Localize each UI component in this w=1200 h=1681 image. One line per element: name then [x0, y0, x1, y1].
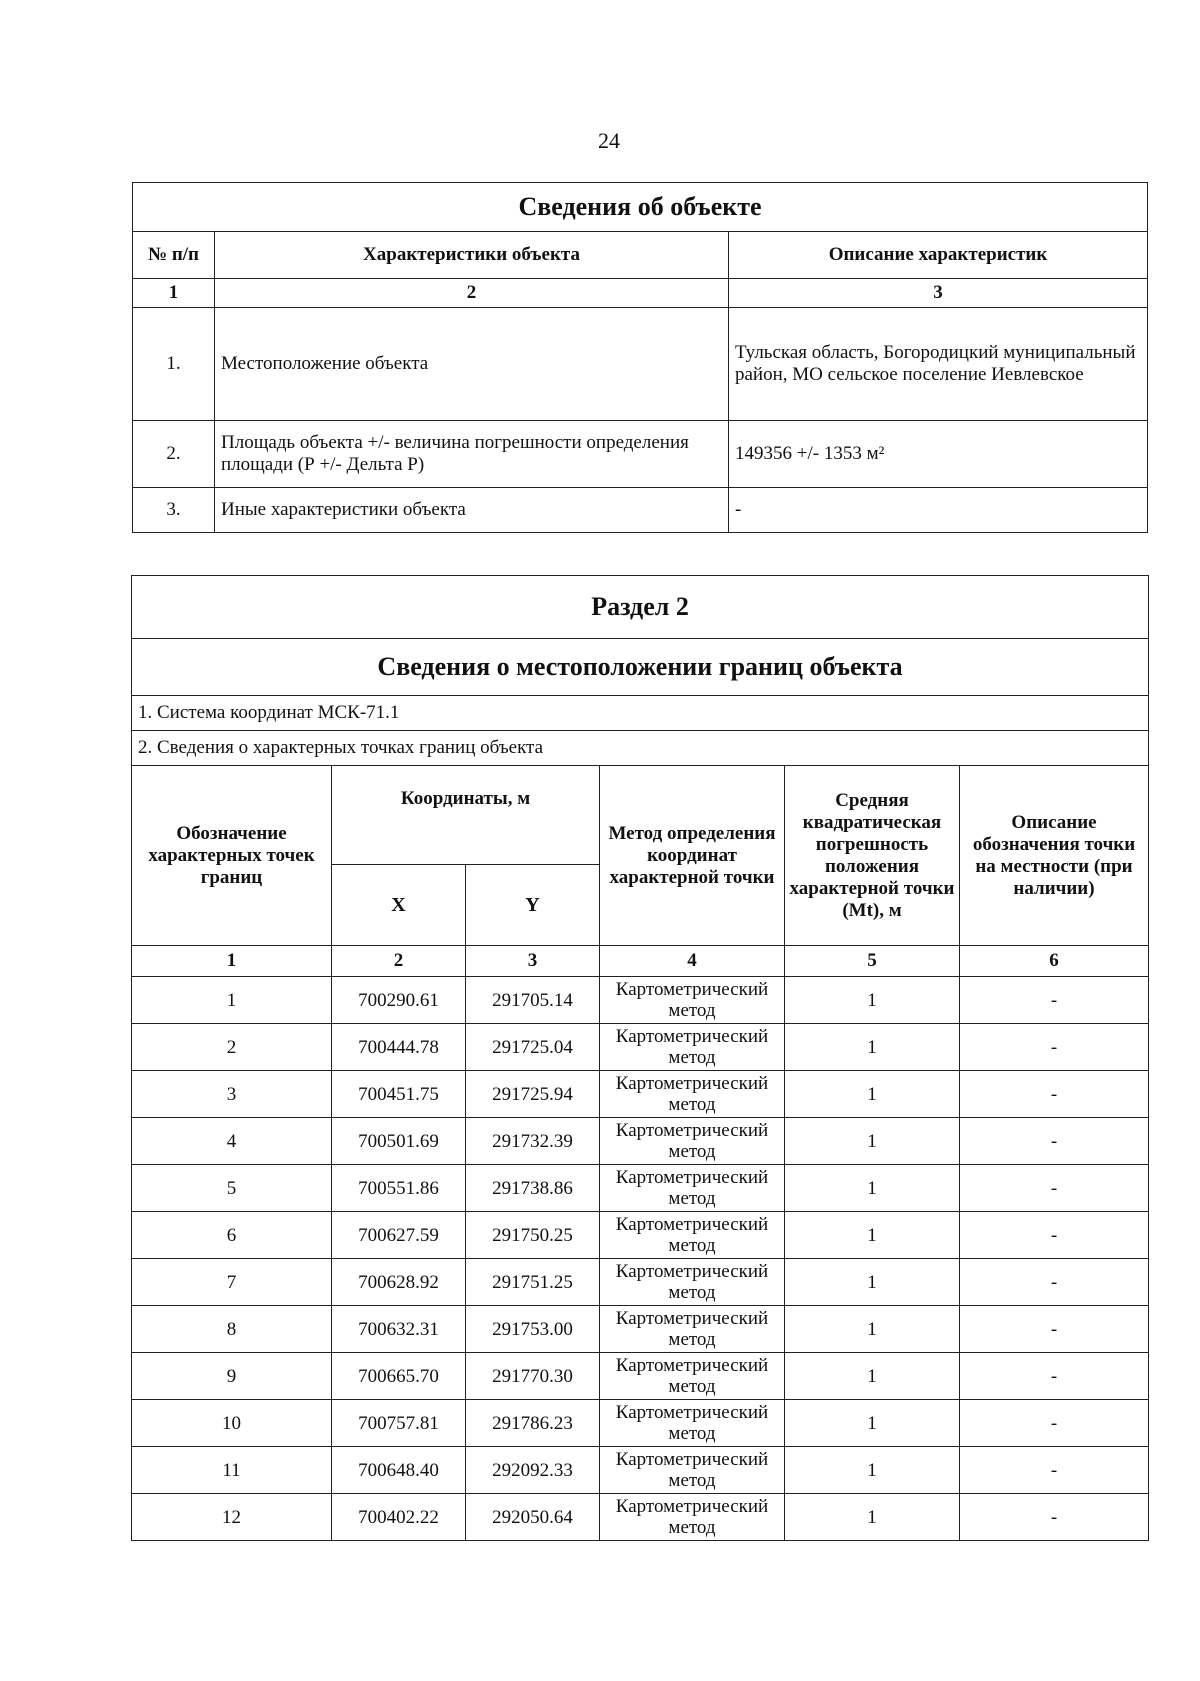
row-characteristic: Площадь объекта +/- величина погрешности определения площади (Р +/- Дельта Р): [215, 421, 729, 488]
point-method: Картометрический метод: [600, 1447, 785, 1494]
object-info-header-row: [133, 232, 1148, 279]
row-num: 2.: [133, 421, 215, 488]
point-number: 10: [132, 1400, 332, 1447]
header-description: Описание обозначения точки на местности (при наличии): [960, 766, 1149, 946]
section-title: Раздел 2: [132, 576, 1149, 639]
point-method: Картометрический метод: [600, 1494, 785, 1541]
table-row: [132, 1494, 1149, 1541]
point-mt: 1: [785, 1071, 960, 1118]
point-x: 700451.75: [332, 1071, 466, 1118]
object-info-table: [132, 182, 1148, 533]
point-method: Картометрический метод: [600, 1259, 785, 1306]
table-row: [132, 977, 1149, 1024]
point-number: 3: [132, 1071, 332, 1118]
point-mt: 1: [785, 1447, 960, 1494]
point-y: 291753.00: [466, 1306, 600, 1353]
colnum: 2: [332, 946, 466, 977]
point-x: 700648.40: [332, 1447, 466, 1494]
point-method: Картометрический метод: [600, 1212, 785, 1259]
row-num: 3.: [133, 488, 215, 533]
row-description: -: [729, 488, 1148, 533]
point-x: 700551.86: [332, 1165, 466, 1212]
point-x: 700501.69: [332, 1118, 466, 1165]
point-description: -: [960, 977, 1149, 1024]
coordinate-system: 1. Система координат МСК-71.1: [132, 696, 1149, 731]
points-heading: 2. Сведения о характерных точках границ объекта: [132, 731, 1149, 766]
point-y: 291751.25: [466, 1259, 600, 1306]
point-x: 700290.61: [332, 977, 466, 1024]
header-method: Метод определения координат характерной точки: [600, 766, 785, 946]
point-x: 700402.22: [332, 1494, 466, 1541]
colnum: 6: [960, 946, 1149, 977]
point-x: 700757.81: [332, 1400, 466, 1447]
table-row: [133, 421, 1148, 488]
point-description: -: [960, 1212, 1149, 1259]
point-number: 5: [132, 1165, 332, 1212]
points-body: [132, 977, 1149, 1541]
point-mt: 1: [785, 1306, 960, 1353]
point-number: 1: [132, 977, 332, 1024]
point-method: Картометрический метод: [600, 1400, 785, 1447]
point-description: -: [960, 1353, 1149, 1400]
header-characteristic: Характеристики объекта: [215, 232, 729, 279]
section-subtitle: Сведения о местоположении границ объекта: [132, 639, 1149, 696]
table-row: [132, 1071, 1149, 1118]
point-description: -: [960, 1024, 1149, 1071]
colnum: 5: [785, 946, 960, 977]
point-description: -: [960, 1306, 1149, 1353]
point-number: 8: [132, 1306, 332, 1353]
point-description: -: [960, 1071, 1149, 1118]
point-description: -: [960, 1165, 1149, 1212]
row-characteristic: Иные характеристики объекта: [215, 488, 729, 533]
table-row: [132, 1024, 1149, 1071]
table-row: [132, 1400, 1149, 1447]
point-mt: 1: [785, 1353, 960, 1400]
row-description: Тульская область, Богородицкий муниципальный район, МО сельское поселение Иевлевское: [729, 308, 1148, 421]
point-mt: 1: [785, 977, 960, 1024]
colnum: 4: [600, 946, 785, 977]
point-description: -: [960, 1118, 1149, 1165]
point-y: 291770.30: [466, 1353, 600, 1400]
table-row: [133, 308, 1148, 421]
header-num: № п/п: [133, 232, 215, 279]
header-y: Y: [466, 865, 600, 946]
boundary-points-table: [131, 575, 1149, 1541]
point-method: Картометрический метод: [600, 977, 785, 1024]
object-info-colnum-row: [133, 279, 1148, 308]
header-point: Обозначение характерных точек границ: [132, 766, 332, 946]
point-method: Картометрический метод: [600, 1306, 785, 1353]
point-mt: 1: [785, 1118, 960, 1165]
table-row: [133, 488, 1148, 533]
point-mt: 1: [785, 1212, 960, 1259]
point-number: 9: [132, 1353, 332, 1400]
header-x: X: [332, 865, 466, 946]
point-description: -: [960, 1259, 1149, 1306]
table-row: [132, 1118, 1149, 1165]
row-description: 149356 +/- 1353 м²: [729, 421, 1148, 488]
point-x: 700627.59: [332, 1212, 466, 1259]
point-number: 4: [132, 1118, 332, 1165]
point-y: 291738.86: [466, 1165, 600, 1212]
point-number: 7: [132, 1259, 332, 1306]
point-y: 291750.25: [466, 1212, 600, 1259]
point-mt: 1: [785, 1259, 960, 1306]
point-y: 291705.14: [466, 977, 600, 1024]
point-number: 11: [132, 1447, 332, 1494]
point-mt: 1: [785, 1024, 960, 1071]
point-y: 291732.39: [466, 1118, 600, 1165]
colnum: 1: [133, 279, 215, 308]
point-x: 700665.70: [332, 1353, 466, 1400]
point-description: -: [960, 1400, 1149, 1447]
table-row: [132, 1165, 1149, 1212]
row-characteristic: Местоположение объекта: [215, 308, 729, 421]
header-error: Средняя квадратическая погрешность положения характерной точки (Mt), м: [785, 766, 960, 946]
point-y: 291725.94: [466, 1071, 600, 1118]
table-row: [132, 1259, 1149, 1306]
point-x: 700628.92: [332, 1259, 466, 1306]
point-method: Картометрический метод: [600, 1024, 785, 1071]
point-description: -: [960, 1494, 1149, 1541]
table-row: [132, 1212, 1149, 1259]
point-method: Картометрический метод: [600, 1071, 785, 1118]
colnum: 2: [215, 279, 729, 308]
point-method: Картометрический метод: [600, 1165, 785, 1212]
object-info-title-row: [133, 183, 1148, 232]
point-number: 12: [132, 1494, 332, 1541]
colnum: 1: [132, 946, 332, 977]
point-mt: 1: [785, 1165, 960, 1212]
point-x: 700632.31: [332, 1306, 466, 1353]
point-mt: 1: [785, 1400, 960, 1447]
point-y: 292050.64: [466, 1494, 600, 1541]
table-row: [132, 1306, 1149, 1353]
header-description: Описание характеристик: [729, 232, 1148, 279]
point-method: Картометрический метод: [600, 1118, 785, 1165]
colnum: 3: [729, 279, 1148, 308]
point-x: 700444.78: [332, 1024, 466, 1071]
points-colnum-row: [132, 946, 1149, 977]
table-row: [132, 1353, 1149, 1400]
point-method: Картометрический метод: [600, 1353, 785, 1400]
point-number: 6: [132, 1212, 332, 1259]
point-y: 291786.23: [466, 1400, 600, 1447]
table-row: [132, 1447, 1149, 1494]
point-number: 2: [132, 1024, 332, 1071]
object-info-title: Сведения об объекте: [133, 183, 1148, 232]
header-coords: Координаты, м: [332, 766, 600, 865]
point-mt: 1: [785, 1494, 960, 1541]
point-description: -: [960, 1447, 1149, 1494]
row-num: 1.: [133, 308, 215, 421]
colnum: 3: [466, 946, 600, 977]
page-number: 24: [598, 128, 620, 153]
point-y: 292092.33: [466, 1447, 600, 1494]
point-y: 291725.04: [466, 1024, 600, 1071]
